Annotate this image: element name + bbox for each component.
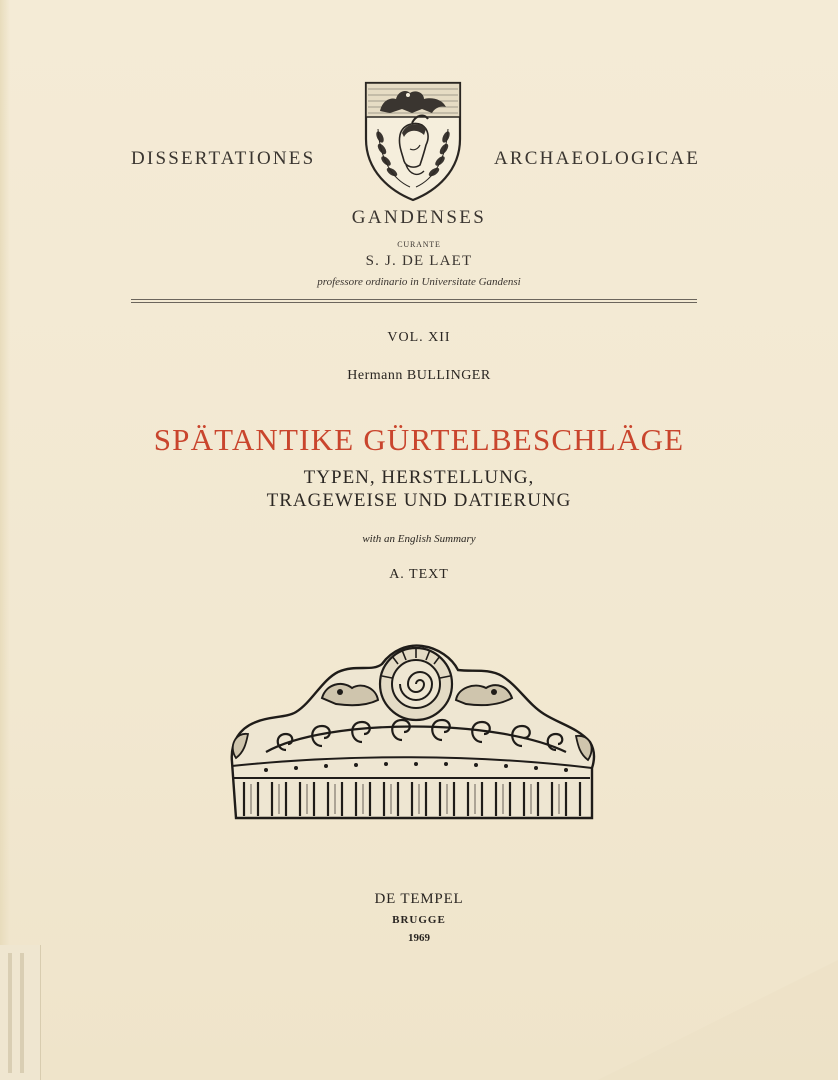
volume-number: VOL. XII	[387, 330, 451, 345]
belt-buckle-engraving	[226, 642, 598, 825]
series-city: GANDENSES	[351, 207, 487, 228]
library-label	[0, 945, 41, 1080]
paper-fold	[598, 960, 838, 1080]
author-name: Hermann BULLINGER	[347, 368, 491, 383]
book-title: SPÄTANTIKE GÜRTELBESCHLÄGE	[153, 422, 685, 457]
divider-rule	[131, 299, 697, 300]
part-label: A. TEXT	[389, 567, 449, 582]
university-crest-icon	[362, 79, 464, 203]
series-title-left: DISSERTATIONES	[131, 148, 316, 169]
curante-label: CURANTE	[397, 240, 441, 249]
subtitle-line-1: TYPEN, HERSTELLUNG,	[303, 467, 535, 488]
subtitle-line-2: TRAGEWEISE UND DATIERUNG	[266, 490, 572, 511]
series-title-right: ARCHAEOLOGICAE	[494, 148, 701, 169]
publisher-city: BRUGGE	[392, 914, 446, 926]
divider-rule	[131, 302, 697, 303]
editor-title: professore ordinario in Universitate Gandensi	[317, 276, 521, 288]
publication-year: 1969	[408, 932, 430, 944]
editor-name: S. J. DE LAET	[365, 253, 473, 269]
summary-note: with an English Summary	[362, 533, 476, 545]
publisher-name: DE TEMPEL	[374, 891, 464, 907]
